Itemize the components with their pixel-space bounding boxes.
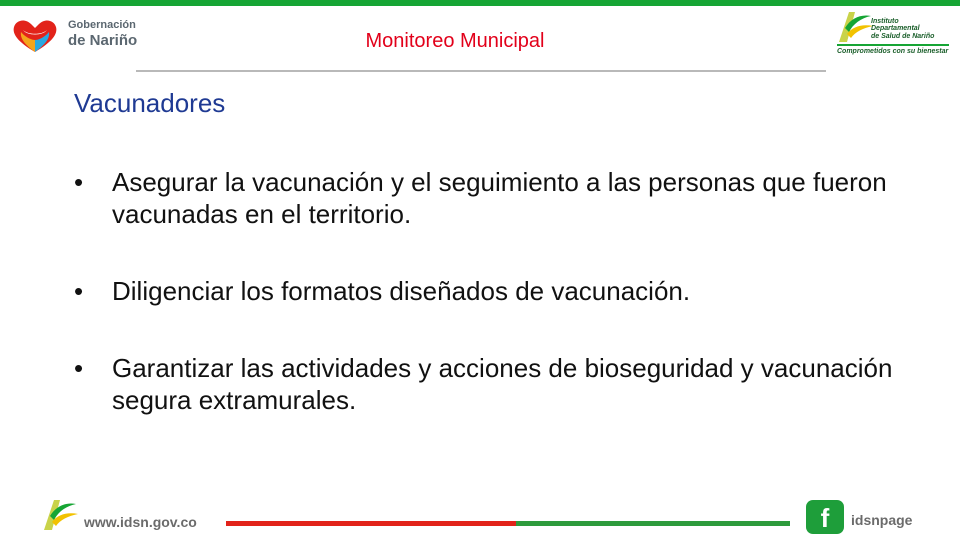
footer-divider-green	[516, 521, 790, 526]
facebook-letter: f	[820, 503, 830, 533]
gobernacion-logo-line1: Gobernación	[68, 19, 136, 31]
bullet-list	[74, 166, 904, 461]
bullet-item	[74, 275, 904, 307]
header-title: Monitoreo Municipal	[365, 30, 545, 52]
footer-divider	[226, 521, 790, 526]
bullet-marker: •	[74, 276, 84, 306]
bullet-text: Garantizar las actividades y acciones de bioseguridad y vacunación segura extramurales.	[112, 353, 893, 415]
idsn-logo-line3: de Salud de Nariño	[871, 32, 935, 40]
heart-logo-icon	[10, 16, 60, 56]
idsn-footer-logo-icon	[40, 496, 80, 532]
top-accent-bar	[0, 0, 960, 6]
gobernacion-logo-line2: de Nariño	[68, 32, 138, 49]
slide-title: Vacunadores	[74, 88, 226, 118]
gobernacion-logo	[10, 16, 150, 56]
social-handle[interactable]: idsnpage	[851, 512, 913, 528]
bullet-item	[74, 166, 904, 230]
bullet-text: Asegurar la vacunación y el seguimiento a las personas que fueron vacunadas en el territorio.	[112, 167, 887, 229]
idsn-logo-icon	[835, 8, 875, 44]
idsn-logo-line2: Departamental	[871, 25, 920, 33]
idsn-logo-rule	[837, 44, 949, 46]
footer-divider-red	[226, 521, 516, 526]
idsn-logo-tagline: Comprometidos con su bienestar	[837, 48, 949, 55]
idsn-logo-line1: Instituto	[871, 18, 899, 25]
website-url[interactable]: www.idsn.gov.co	[84, 514, 197, 530]
bullet-item	[74, 352, 904, 416]
bullet-text: Diligenciar los formatos diseñados de vacunación.	[112, 276, 691, 306]
bullet-marker: •	[74, 167, 84, 197]
bullet-marker: •	[74, 353, 84, 383]
idsn-logo	[835, 8, 953, 58]
facebook-icon[interactable]	[806, 500, 844, 534]
header-divider	[136, 70, 826, 72]
footer-website[interactable]	[40, 496, 230, 536]
